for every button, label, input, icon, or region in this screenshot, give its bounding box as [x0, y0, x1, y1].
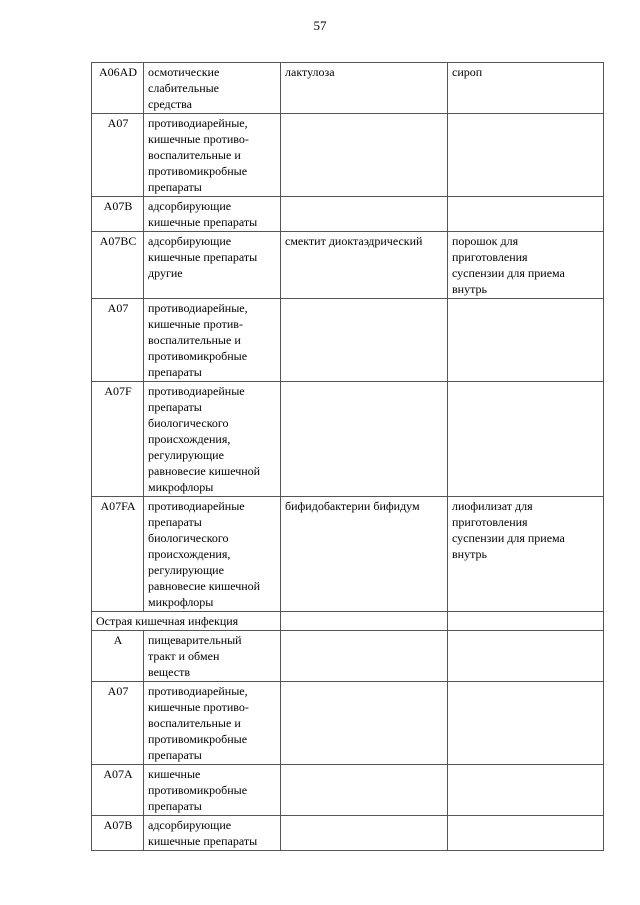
dosage-form-cell [448, 631, 604, 682]
section-header: Острая кишечная инфекция [92, 612, 281, 631]
group-name-cell: пищеварительный тракт и обмен веществ [144, 631, 281, 682]
atc-code-cell: A06AD [92, 63, 144, 114]
dosage-form-cell: порошок для приготовления суспензии для приема внутрь [448, 232, 604, 299]
table-body-part1 [92, 63, 604, 612]
section-header-row [92, 612, 604, 631]
group-name-cell: адсорбирующие кишечные препараты [144, 816, 281, 851]
group-name-cell: противодиарейные, кишечные противо- воспалительные и противомикробные препараты [144, 682, 281, 765]
section-header-empty-cell [448, 612, 604, 631]
drug-name-cell [281, 197, 448, 232]
group-name-cell: противодиарейные препараты биологического происхождения, регулирующие равновесие кишечной микрофлоры [144, 497, 281, 612]
table-row [92, 765, 604, 816]
drug-name-cell [281, 682, 448, 765]
atc-code-cell: A07 [92, 114, 144, 197]
dosage-form-cell [448, 299, 604, 382]
atc-code-cell: A07BC [92, 232, 144, 299]
group-name-cell: противодиарейные препараты биологического происхождения, регулирующие равновесие кишечной микрофлоры [144, 382, 281, 497]
atc-code-cell: A07A [92, 765, 144, 816]
section-header-empty-cell [281, 612, 448, 631]
table-row [92, 114, 604, 197]
table-row [92, 382, 604, 497]
group-name-cell: осмотические слабительные средства [144, 63, 281, 114]
dosage-form-cell [448, 765, 604, 816]
drug-name-cell [281, 816, 448, 851]
group-name-cell: противодиарейные, кишечные противо- воспалительные и противомикробные препараты [144, 114, 281, 197]
dosage-form-cell [448, 114, 604, 197]
atc-code-cell: A07F [92, 382, 144, 497]
atc-code-cell: A07 [92, 299, 144, 382]
table-body-part2 [92, 631, 604, 851]
group-name-cell: кишечные противомикробные препараты [144, 765, 281, 816]
drug-name-cell [281, 382, 448, 497]
table-row [92, 232, 604, 299]
drug-name-cell: бифидобактерии бифидум [281, 497, 448, 612]
page-number: 57 [313, 18, 327, 33]
drug-name-cell: смектит диоктаэдрический [281, 232, 448, 299]
atc-code-cell: A [92, 631, 144, 682]
dosage-form-cell: лиофилизат для приготовления суспензии для приема внутрь [448, 497, 604, 612]
atc-code-cell: A07FA [92, 497, 144, 612]
drug-name-cell [281, 631, 448, 682]
drug-name-cell: лактулоза [281, 63, 448, 114]
atc-code-cell: A07B [92, 816, 144, 851]
group-name-cell: противодиарейные, кишечные против- воспалительные и противомикробные препараты [144, 299, 281, 382]
dosage-form-cell [448, 816, 604, 851]
drug-table [91, 62, 604, 851]
dosage-form-cell [448, 682, 604, 765]
dosage-form-cell [448, 197, 604, 232]
table-row [92, 682, 604, 765]
table-row [92, 631, 604, 682]
table-row [92, 816, 604, 851]
dosage-form-cell [448, 382, 604, 497]
atc-code-cell: A07 [92, 682, 144, 765]
table-row [92, 197, 604, 232]
table-row [92, 299, 604, 382]
table-row [92, 63, 604, 114]
atc-code-cell: A07B [92, 197, 144, 232]
drug-name-cell [281, 765, 448, 816]
group-name-cell: адсорбирующие кишечные препараты другие [144, 232, 281, 299]
drug-name-cell [281, 114, 448, 197]
group-name-cell: адсорбирующие кишечные препараты [144, 197, 281, 232]
dosage-form-cell: сироп [448, 63, 604, 114]
drug-name-cell [281, 299, 448, 382]
table-row [92, 497, 604, 612]
